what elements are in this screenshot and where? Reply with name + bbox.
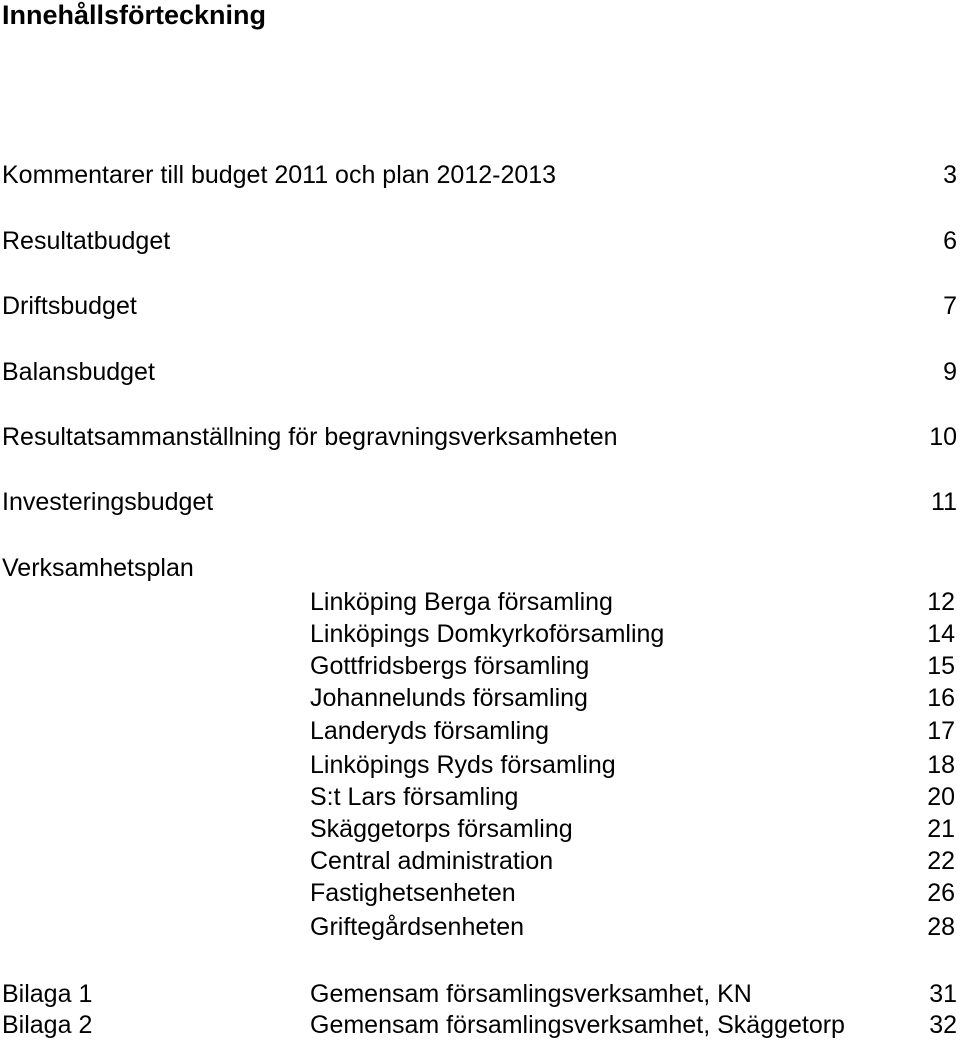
toc-subentry-label: S:t Lars församling: [310, 783, 519, 811]
toc-subentry-label: Central administration: [310, 847, 554, 875]
toc-entry-label: Driftsbudget: [2, 292, 137, 320]
page-title: Innehållsförteckning: [2, 0, 267, 30]
toc-subentry-label: Fastighetsenheten: [310, 879, 516, 907]
toc-subentry-page: 28: [927, 913, 955, 941]
toc-subentry[interactable]: [310, 716, 955, 746]
toc-section-heading[interactable]: [2, 553, 957, 583]
toc-entry[interactable]: [2, 422, 957, 452]
toc-subentry[interactable]: [310, 814, 955, 844]
toc-entry-page: 6: [943, 227, 957, 255]
toc-entry-label: Kommentarer till budget 2011 och plan 2012-2013: [2, 161, 557, 189]
toc-subentry[interactable]: [310, 912, 955, 942]
toc-subentry-label: Landeryds församling: [310, 717, 550, 745]
toc-subentry-page: 22: [927, 847, 955, 875]
toc-subentry-page: 21: [927, 815, 955, 843]
toc-entry-label: Investeringsbudget: [2, 488, 214, 516]
appendix-label: Gemensam församlingsverksamhet, Skäggetorp: [310, 1011, 845, 1039]
toc-subentry-page: 20: [927, 783, 955, 811]
toc-entry-page: 9: [943, 358, 957, 386]
toc-subentry[interactable]: [310, 878, 955, 908]
toc-subentry-label: Gottfridsbergs församling: [310, 652, 590, 680]
toc-entry[interactable]: [2, 226, 957, 256]
toc-subentry-label: Griftegårdsenheten: [310, 913, 525, 941]
appendix-page: 31: [929, 980, 957, 1008]
toc-subentry-page: 26: [927, 879, 955, 907]
toc-subentry[interactable]: [310, 619, 955, 649]
toc-entry-page: 10: [929, 423, 957, 451]
toc-entry-label: Verksamhetsplan: [2, 554, 194, 582]
toc-entry-label: Balansbudget: [2, 358, 155, 386]
toc-subentry-page: 17: [927, 717, 955, 745]
appendix-label: Gemensam församlingsverksamhet, KN: [310, 980, 752, 1008]
toc-subentry-label: Linköpings Domkyrkoförsamling: [310, 620, 665, 648]
toc-subentry[interactable]: [310, 587, 955, 617]
toc-subentry-page: 18: [927, 751, 955, 779]
appendix-page: 32: [929, 1011, 957, 1039]
toc-entry[interactable]: [2, 357, 957, 387]
toc-subentry-page: 16: [927, 684, 955, 712]
toc-entry-page: 11: [931, 488, 957, 516]
toc-subentry[interactable]: [310, 782, 955, 812]
toc-entry[interactable]: [2, 291, 957, 321]
toc-subentry-label: Skäggetorps församling: [310, 815, 573, 843]
toc-entry-label: Resultatsammanställning för begravningsverksamheten: [2, 423, 618, 451]
toc-entry-label: Resultatbudget: [2, 227, 171, 255]
toc-subentry-page: 12: [927, 588, 955, 616]
toc-subentry-label: Johannelunds församling: [310, 684, 588, 712]
toc-entry-page: 3: [943, 161, 957, 189]
toc-appendix[interactable]: [2, 979, 957, 1009]
appendix-tag: Bilaga 1: [2, 980, 93, 1008]
appendix-tag: Bilaga 2: [2, 1011, 93, 1039]
toc-subentry-label: Linköping Berga församling: [310, 588, 613, 616]
toc-subentry-page: 14: [927, 620, 955, 648]
toc-entry[interactable]: [2, 487, 957, 517]
toc-entry-page: 7: [943, 292, 957, 320]
toc-appendix[interactable]: [2, 1010, 957, 1040]
toc-subentry[interactable]: [310, 846, 955, 876]
toc-subentry-page: 15: [927, 652, 955, 680]
toc-subentry[interactable]: [310, 683, 955, 713]
toc-subentry[interactable]: [310, 651, 955, 681]
toc-subentry-label: Linköpings Ryds församling: [310, 751, 616, 779]
toc-subentry[interactable]: [310, 750, 955, 780]
toc-entry[interactable]: [2, 160, 957, 190]
